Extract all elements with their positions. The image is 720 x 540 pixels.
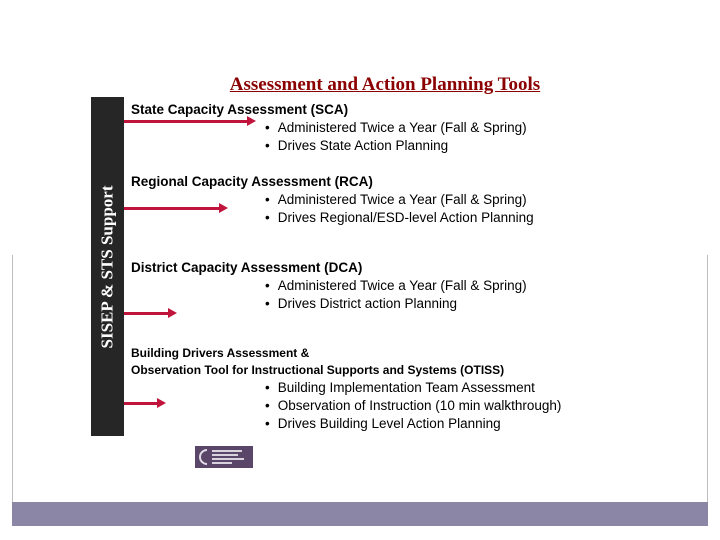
bullet-list — [131, 277, 527, 313]
section-heading: State Capacity Assessment (SCA) — [131, 102, 349, 117]
logo-text-lines — [212, 450, 244, 464]
section-heading: Regional Capacity Assessment (RCA) — [131, 174, 373, 189]
bullet-list — [131, 191, 534, 227]
section-otiss — [131, 345, 561, 433]
bullet-item: • Administered Twice a Year (Fall & Spring) — [265, 277, 527, 295]
section-heading: District Capacity Assessment (DCA) — [131, 260, 363, 275]
frame-right-line — [707, 255, 708, 505]
bullet-item: • Drives State Action Planning — [265, 137, 527, 155]
bullet-list — [131, 119, 527, 155]
section-heading: Building Drivers Assessment & — [131, 346, 310, 360]
bullet-item: • Observation of Instruction (10 min walkthrough) — [265, 397, 561, 415]
bullet-item: • Administered Twice a Year (Fall & Spring) — [265, 119, 527, 137]
section-sca — [131, 101, 527, 155]
footer-bar — [12, 502, 708, 526]
bullet-item: • Administered Twice a Year (Fall & Spring) — [265, 191, 534, 209]
page-title: Assessment and Action Planning Tools — [229, 74, 541, 95]
section-heading: Observation Tool for Instructional Supports and Systems (OTISS) — [131, 363, 505, 377]
bullet-item: • Drives Building Level Action Planning — [265, 415, 561, 433]
logo-mark — [199, 449, 207, 465]
sidebar-label: SISEP & STS Support — [97, 185, 117, 348]
organization-logo-icon — [195, 446, 253, 468]
sidebar-band — [91, 97, 124, 436]
bullet-item: • Drives District action Planning — [265, 295, 527, 313]
section-rca — [131, 173, 534, 227]
section-dca — [131, 259, 527, 313]
bullet-item: • Building Implementation Team Assessment — [265, 379, 561, 397]
frame-left-line — [12, 255, 13, 505]
bullet-item: • Drives Regional/ESD-level Action Planning — [265, 209, 534, 227]
bullet-list — [131, 379, 561, 433]
